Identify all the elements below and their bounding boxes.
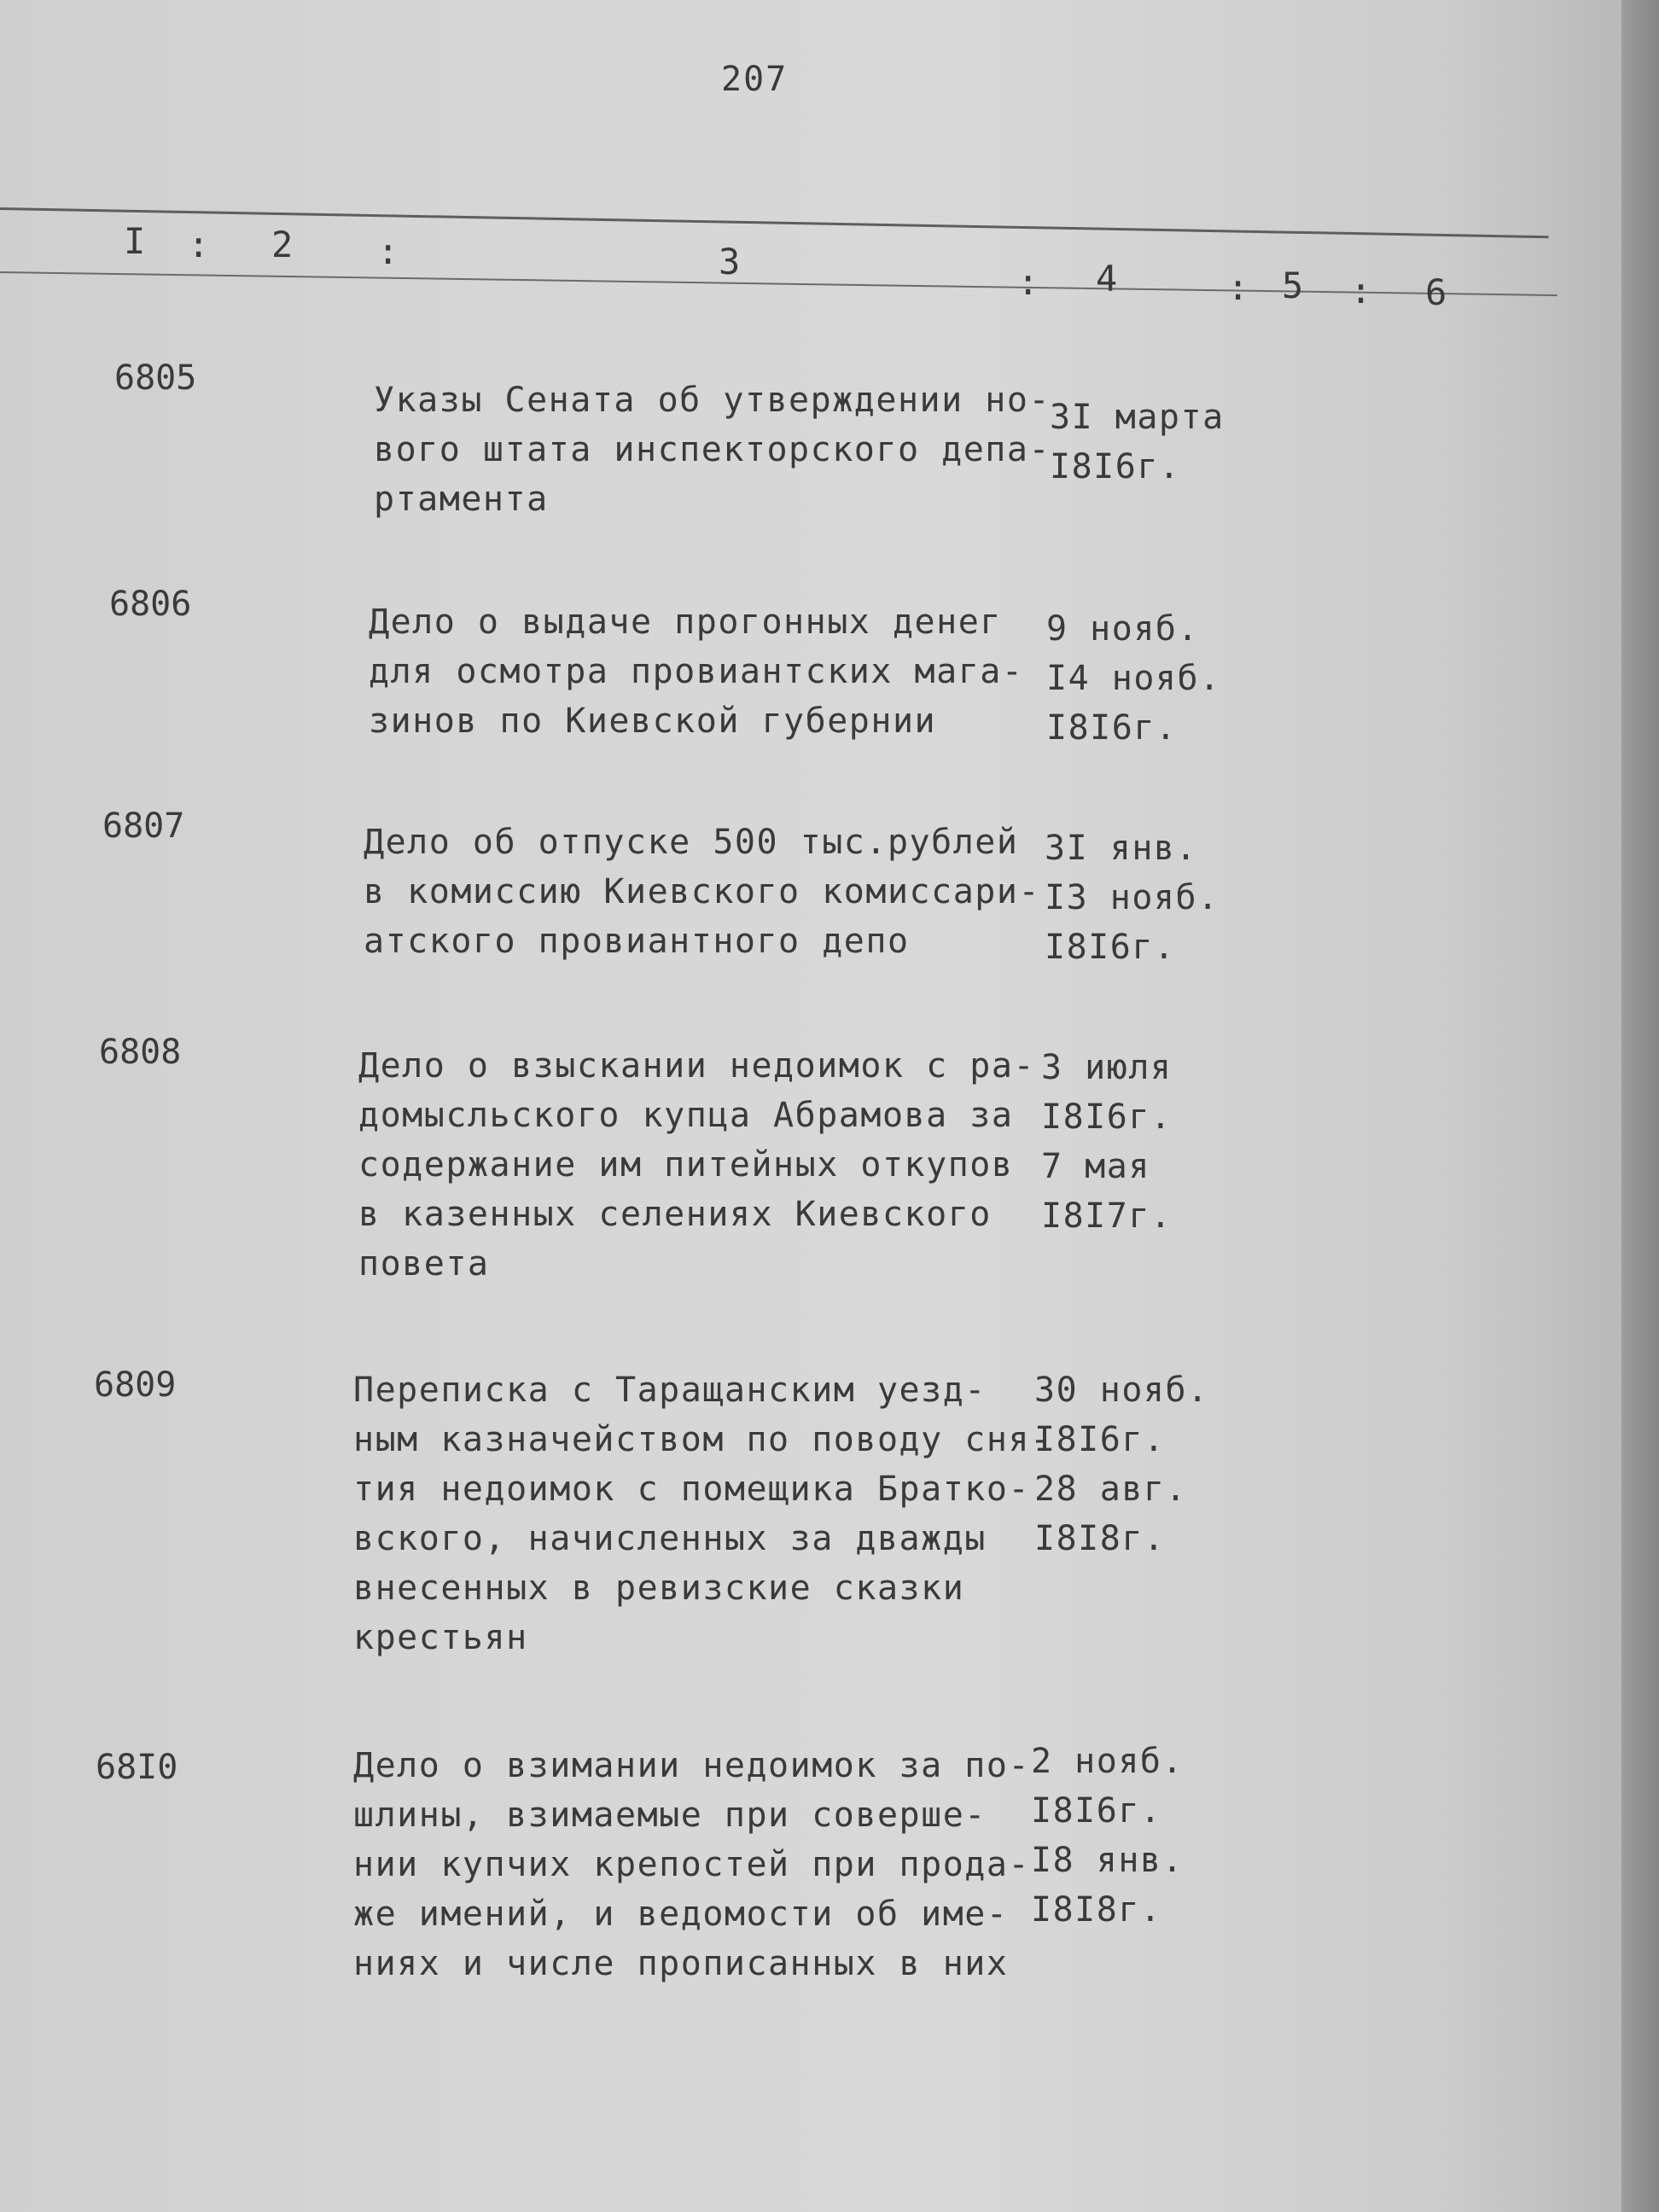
entry-dates: 9 нояб. I4 нояб. I8I6г.	[1046, 609, 1221, 748]
column-header-6: 6	[1425, 271, 1447, 313]
entry-dates: 2 нояб. I8I6г. I8 янв. I8I8г.	[1031, 1742, 1185, 1930]
column-header-2: 2	[271, 224, 294, 265]
column-separator: :	[377, 230, 399, 272]
entry-number: 6808	[99, 1033, 182, 1072]
entry-description: Указы Сената об утверждении но- вого штата инспекторского депа- ртамента	[374, 381, 1051, 519]
page-number: 207	[721, 60, 789, 99]
entry-dates: 3 июля I8I6г. 7 мая I8I7г.	[1041, 1048, 1173, 1236]
column-header-1: I	[124, 220, 146, 262]
entry-number: 6806	[109, 585, 192, 624]
entry-number: 6805	[114, 358, 197, 398]
entry-description: Дело об отпуске 500 тыс.рублей в комиссию Киевского комиссари- атского провиантного депо	[364, 823, 1041, 961]
entry-description: Переписка с Таращанским уезд- ным казначейством по поводу сня- тия недоимок с помещика Братко- вского, начисленных за дважды внесенных в ревизские сказки крестьян	[353, 1371, 1052, 1657]
entry-description: Дело о взыскании недоимок с ра- домысльского купца Абрамова за содержание им питейных откупов в казенных селениях Киевского повета	[358, 1046, 1036, 1284]
column-separator: :	[188, 224, 210, 265]
column-separator: :	[1227, 266, 1249, 308]
column-separator: :	[1350, 270, 1372, 311]
entry-description: Дело о взимании недоимок за по- шлины, взимаемые при соверше- нии купчих крепостей при прода- же имений, и ведомости об име- ниях и числе прописанных в них	[353, 1746, 1031, 1983]
page-edge-shadow	[1621, 0, 1659, 2212]
entry-dates: 3I янв. I3 нояб. I8I6г.	[1045, 829, 1220, 967]
entry-number: 6807	[102, 806, 185, 846]
entry-number: 68I0	[96, 1748, 178, 1787]
column-header-3: 3	[719, 241, 741, 282]
entry-description: Дело о выдаче прогонных денег для осмотра провиантских мага- зинов по Киевской губернии	[369, 602, 1024, 741]
column-header-5: 5	[1282, 265, 1304, 306]
column-separator: :	[1017, 261, 1039, 303]
entry-dates: 3I марта I8I6г.	[1050, 398, 1225, 486]
entry-dates: 30 нояб. I8I6г. 28 авг. I8I8г.	[1034, 1371, 1209, 1558]
column-header-4: 4	[1096, 258, 1118, 300]
entry-number: 6809	[94, 1365, 177, 1405]
